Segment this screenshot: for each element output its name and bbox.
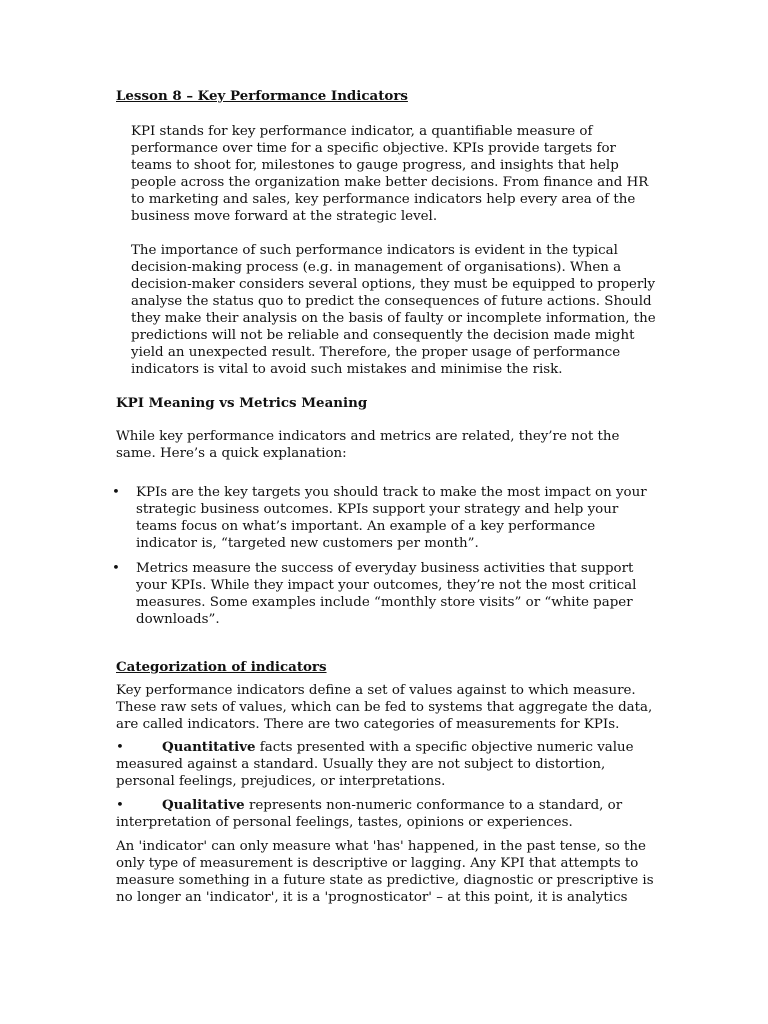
categorization-closing: An 'indicator' can only measure what 'has' happened, in the past tense, so the only type of measurement is descriptive or lagging. Any KPI that attempts to measure something in a future state as predictive, diagnostic or prescriptive is no longer an 'indicator', it is a 'prognosticator' – at this point, it is analytics [116, 839, 654, 905]
category-description: represents non-numeric conformance to a standard, or interpretation of personal feelings, tastes, opinions or experiences. [116, 798, 623, 830]
bullet-icon: • [116, 798, 124, 813]
list-item [112, 484, 656, 552]
bullet-icon: • [116, 740, 124, 755]
document-page [112, 86, 656, 912]
intro-paragraph-1: KPI stands for key performance indicator, a quantifiable measure of performance over time for a specific objective. KPIs provide targets for teams to shoot for, milestones to gauge progress, and insights that help people across the organization make better decisions. From finance and HR to marketing and sales, key performance indicators help every area of the business move forward at the strategic level. [131, 124, 649, 224]
kpi-vs-metrics-heading: KPI Meaning vs Metrics Meaning [116, 395, 368, 411]
lesson-title: Lesson 8 – Key Performance Indicators [116, 88, 408, 104]
categorization-heading: Categorization of indicators [116, 659, 327, 675]
bullet-icon: • [112, 485, 120, 500]
category-description: facts presented with a specific objective numeric value measured against a standard. Usually they are not subject to distortion, personal feelings, prejudices, or interpretations. [116, 740, 634, 789]
bullet-icon: • [112, 561, 120, 576]
category-term: Quantitative [162, 739, 256, 755]
category-term: Qualitative [162, 797, 245, 813]
kpi-vs-metrics-intro: While key performance indicators and metrics are related, they’re not the same. Here’s a quick explanation: [116, 429, 620, 461]
list-item [112, 560, 656, 628]
category-item-quantitative [116, 739, 656, 790]
kpi-vs-metrics-list [112, 484, 656, 628]
list-item-text: KPIs are the key targets you should track to make the most impact on your strategic business outcomes. KPIs support your strategy and help your teams focus on what’s important. An example of a key performance indicator is, “targeted new customers per month”. [136, 485, 647, 551]
categorization-intro: Key performance indicators define a set of values against to which measure. These raw sets of values, which can be fed to systems that aggregate the data, are called indicators. There are two categories of measurements for KPIs. [116, 683, 653, 732]
intro-paragraph-2: The importance of such performance indicators is evident in the typical decision-making process (e.g. in management of organisations). When a decision-maker considers several options, they must be equipped to properly analyse the status quo to predict the consequences of future actions. Should they make their analysis on the basis of faulty or incomplete information, the predictions will not be reliable and consequently the decision made might yield an unexpected result. Therefore, the proper usage of performance indicators is vital to avoid such mistakes and minimise the risk. [131, 243, 656, 377]
list-item-text: Metrics measure the success of everyday business activities that support your KPIs. While they impact your outcomes, they’re not the most critical measures. Some examples include “monthly store visits” or “white paper downloads”. [136, 561, 637, 627]
category-item-qualitative [116, 797, 656, 831]
